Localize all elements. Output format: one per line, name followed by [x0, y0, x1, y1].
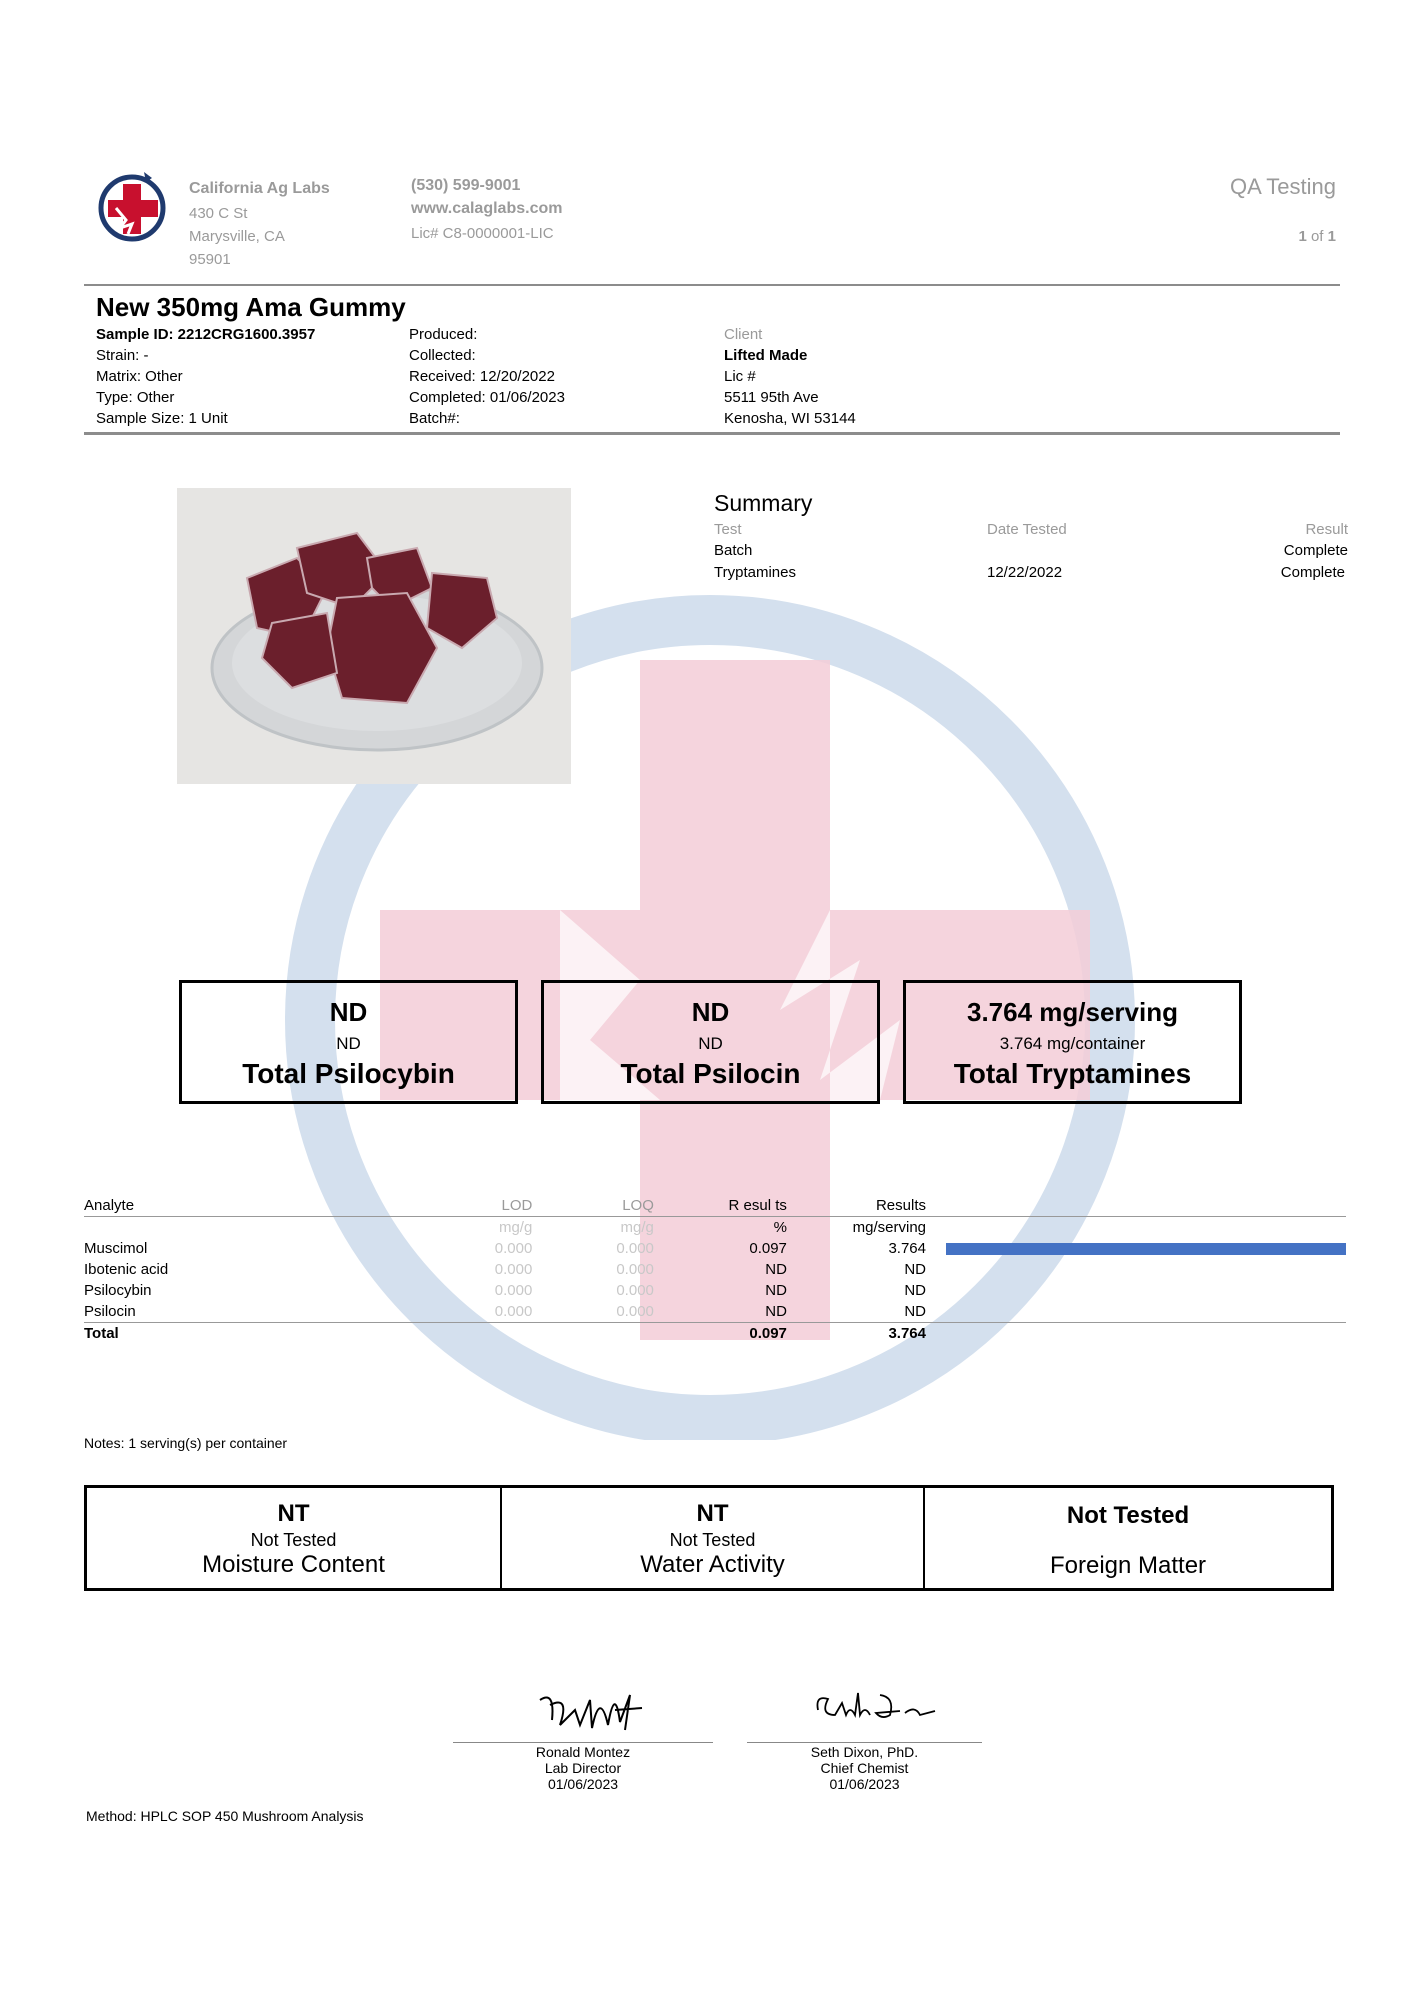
notes: Notes: 1 serving(s) per container [84, 1435, 288, 1451]
analyte-mg: 3.764 [888, 1240, 926, 1257]
sample-type: Type: Other [96, 389, 175, 406]
client-street: 5511 95th Ave [724, 389, 819, 406]
lab-zip: 95901 [189, 251, 231, 268]
test-value: Not Tested [1066, 1502, 1190, 1529]
analyte-lod: 0.000 [494, 1303, 533, 1320]
summary-row-result: Complete [1280, 564, 1345, 581]
sample-strain: Strain: - [96, 347, 149, 364]
total-label: Total [84, 1325, 119, 1342]
analyte-loq: 0.000 [616, 1282, 654, 1299]
test-value: NT [277, 1500, 310, 1527]
summary-row-test: Tryptamines [714, 564, 796, 581]
analyte-lod: 0.000 [494, 1282, 533, 1299]
analyte-pct: 0.097 [749, 1240, 787, 1257]
test-value: NT [696, 1500, 729, 1527]
test-subvalue: Not Tested [250, 1530, 337, 1550]
signature-chemist [810, 1685, 940, 1730]
test-label: Moisture Content [202, 1551, 385, 1578]
summary-row-test: Batch [714, 542, 753, 559]
header-divider [84, 284, 1340, 286]
lab-website: www.calaglabs.com [411, 200, 563, 217]
unit-results-mg: mg/serving [852, 1219, 926, 1236]
analyte-lod: 0.000 [494, 1240, 533, 1257]
col-lod: LOD [501, 1197, 533, 1214]
analyte-table [84, 1195, 1346, 1344]
signer-director [453, 1744, 713, 1792]
total-pct: 0.097 [749, 1325, 787, 1342]
sample-received: Received: 12/20/2022 [409, 368, 555, 385]
total-mg: 3.764 [888, 1325, 926, 1342]
sample-divider [84, 432, 1340, 435]
col-loq: LOQ [622, 1197, 654, 1214]
moisture-cell [87, 1488, 502, 1588]
result-bar [946, 1243, 1346, 1255]
signer-title: Chief Chemist [820, 1760, 909, 1776]
total-psilocybin-box [179, 980, 518, 1104]
product-photo [177, 488, 571, 784]
signer-name: Ronald Montez [535, 1744, 631, 1760]
signature-line [453, 1742, 713, 1743]
total-value: 3.764 mg/serving [967, 997, 1178, 1027]
summary-title: Summary [714, 490, 813, 516]
test-subvalue: Not Tested [669, 1530, 756, 1550]
analyte-mg: ND [904, 1282, 926, 1299]
unit-results-pct: % [773, 1219, 787, 1236]
test-label: Water Activity [640, 1551, 785, 1578]
lab-street: 430 C St [189, 205, 248, 222]
summary-row-result: Complete [1283, 542, 1348, 559]
analyte-pct: ND [765, 1282, 787, 1299]
signature-director [530, 1680, 660, 1740]
unit-lod: mg/g [498, 1219, 533, 1236]
total-value: ND [329, 997, 368, 1027]
sample-matrix: Matrix: Other [96, 368, 183, 385]
table-units-row [84, 1217, 1346, 1239]
sample-info-dates [409, 324, 565, 429]
lab-logo-icon [96, 168, 168, 242]
analyte-lod: 0.000 [494, 1261, 533, 1278]
col-results-pct: R esul ts [728, 1197, 787, 1214]
sample-info-left [96, 324, 315, 429]
analyte-mg: ND [904, 1261, 926, 1278]
total-subvalue: 3.764 mg/container [999, 1034, 1146, 1053]
sample-size: Sample Size: 1 Unit [96, 410, 228, 427]
analyte-name: Muscimol [84, 1240, 148, 1257]
table-row [84, 1238, 1346, 1259]
table-header-row [84, 1195, 1346, 1217]
foreign-matter-cell [925, 1488, 1331, 1588]
method: Method: HPLC SOP 450 Mushroom Analysis [86, 1808, 364, 1824]
table-row [84, 1280, 1346, 1301]
client-lic: Lic # [724, 368, 756, 385]
client-label: Client [724, 326, 763, 343]
total-label: Total Tryptamines [953, 1058, 1192, 1089]
sample-completed: Completed: 01/06/2023 [409, 389, 565, 406]
client-name: Lifted Made [724, 347, 808, 364]
table-total-row [84, 1323, 1346, 1345]
other-tests-box [84, 1485, 1334, 1591]
total-subvalue: ND [698, 1034, 723, 1053]
analyte-loq: 0.000 [616, 1261, 654, 1278]
table-row [84, 1259, 1346, 1280]
analyte-loq: 0.000 [616, 1303, 654, 1320]
test-label: Foreign Matter [1049, 1552, 1207, 1579]
summary-col-result: Result [1305, 521, 1348, 538]
total-label: Total Psilocin [620, 1058, 801, 1089]
doc-type: QA Testing [1230, 174, 1336, 199]
client-city: Kenosha, WI 53144 [724, 410, 856, 427]
analyte-loq: 0.000 [616, 1240, 654, 1257]
signer-date: 01/06/2023 [829, 1776, 900, 1792]
col-analyte: Analyte [84, 1197, 135, 1214]
analyte-name: Psilocin [84, 1303, 136, 1320]
lab-phone: (530) 599-9001 [411, 177, 521, 194]
col-results-mg: Results [875, 1197, 926, 1214]
summary-col-date: Date Tested [987, 521, 1067, 538]
lab-city: Marysville, CA [189, 228, 285, 245]
page-indicator: 1 of 1 [1298, 228, 1336, 245]
total-subvalue: ND [336, 1034, 361, 1053]
table-row [84, 1301, 1346, 1323]
lab-name: California Ag Labs [189, 180, 330, 197]
total-psilocin-box [541, 980, 880, 1104]
total-label: Total Psilocybin [242, 1058, 455, 1089]
analyte-name: Ibotenic acid [84, 1261, 169, 1278]
sample-id: Sample ID: 2212CRG1600.3957 [96, 326, 316, 343]
summary-col-test: Test [714, 521, 742, 538]
sample-batch: Batch#: [409, 410, 460, 427]
total-value: ND [691, 997, 730, 1027]
signer-chemist [747, 1744, 982, 1792]
sample-title: New 350mg Ama Gummy [96, 292, 406, 322]
analyte-pct: ND [765, 1303, 787, 1320]
unit-loq: mg/g [620, 1219, 654, 1236]
analyte-name: Psilocybin [84, 1282, 152, 1299]
summary-row-date: 12/22/2022 [987, 564, 1063, 581]
sample-collected: Collected: [409, 347, 476, 364]
signer-date: 01/06/2023 [547, 1776, 619, 1792]
test-subvalue [925, 1530, 1331, 1552]
total-tryptamines-box [903, 980, 1242, 1104]
lab-license: Lic# C8-0000001-LIC [411, 225, 554, 242]
client-info [724, 324, 856, 429]
signature-line [747, 1742, 982, 1743]
water-activity-cell [502, 1488, 925, 1588]
analyte-pct: ND [765, 1261, 787, 1278]
signer-title: Lab Director [544, 1760, 622, 1776]
analyte-mg: ND [904, 1303, 926, 1320]
signer-name: Seth Dixon, PhD. [810, 1744, 919, 1760]
sample-produced: Produced: [409, 326, 478, 343]
